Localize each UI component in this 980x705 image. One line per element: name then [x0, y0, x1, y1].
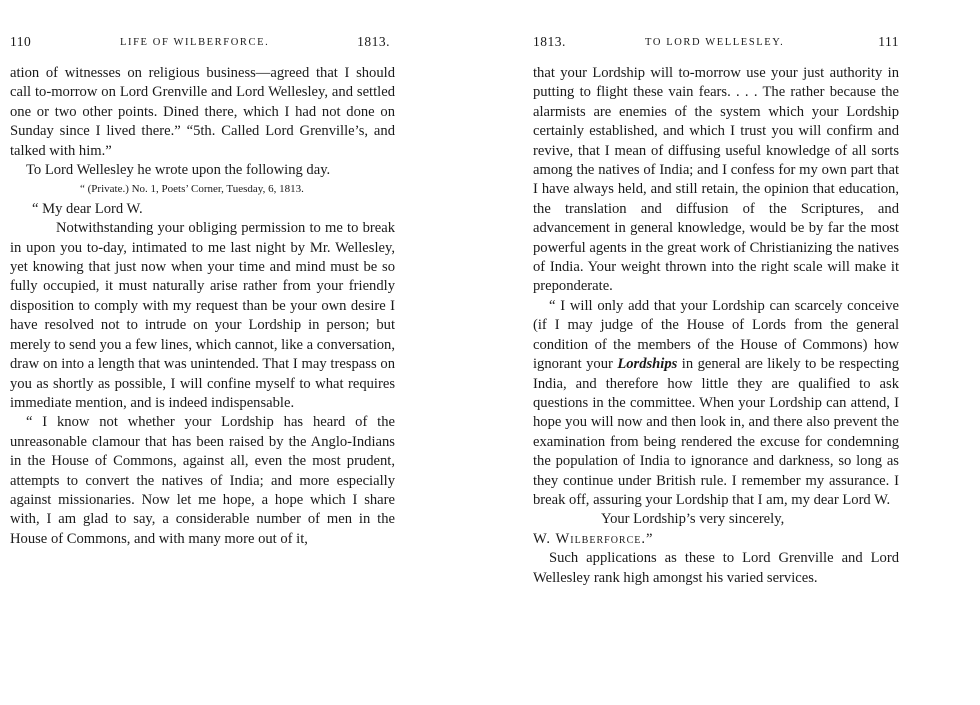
right-page-body — [533, 64, 899, 588]
header-year-right: 1813. — [533, 34, 566, 49]
paragraph: Such applications as these to Lord Grenville and Lord Wellesley rank high amongst his varied services. — [533, 550, 899, 586]
page-number-left: 110 — [10, 34, 32, 49]
letter-signature: W. Wilberforce.” — [533, 530, 654, 547]
paragraph: To Lord Wellesley he wrote upon the following day. — [26, 162, 331, 179]
letter-closing: Your Lordship’s very sincerely, — [601, 511, 785, 528]
paragraph: “ I know not whether your Lordship has heard of the unreasonable clamour that has been raised by the Anglo-Indians in the House of Commons, against all, even the most prudent, attempts to convert the natives of India; and more especially against missionaries. Now let me hope, a hope which I share with, I am glad to say, a considerable number of men in the House of Commons, and with many more out of it, — [10, 414, 395, 547]
running-title-right: TO LORD WELLESLEY. — [645, 37, 785, 48]
paragraph: ation of witnesses on religious business—agreed that I should call to-morrow on Lord Grenville and Lord Wellesley, and settled one or two other points. Dined there, which I had not done on Sunday since I lived there.” “5th. Called Lord Grenville’s, and talked with him.” — [10, 65, 395, 159]
paragraph-text: in general are likely to be respecting India, and therefore how little they are qualified to ask questions in the committee. When your Lordship can attend, I hope you will now and then look in, and there also prevent the examination from being rendered the excuse for condemning the population of India to ignorance and darkness, so long as they continue under British rule. I remember my assurance. I break off, assuring your Lordship that I am, my dear Lord W. — [533, 356, 899, 508]
running-title-left: LIFE OF WILBERFORCE. — [120, 37, 270, 48]
right-page — [490, 0, 980, 705]
paragraph: Notwithstanding your obliging permission to me to break in upon you to-day, intimated to me last night by Mr. Wellesley, yet knowing that just now when your time and mind must be so fully occupied, it must naturally arise rather from your friendly disposition to comply with my request than be your own desire I have resolved not to intrude on your Lordship in person; but merely to send you a few lines, which cannot, like a conversation, draw on into a length that was unintended. That I may trespass on you as shortly as possible, I will confine myself to what requires immediate mention, and is indeed indispensable. — [10, 220, 395, 411]
emphasis-text: Lordships — [617, 356, 678, 373]
left-page-body — [10, 64, 395, 549]
header-year-left: 1813. — [357, 34, 390, 49]
paragraph: that your Lordship will to-morrow use your just authority in putting to flight these vain fears. . . . The rather because the alarmists are enemies of the system which your Lordship certainly established, and which I trust you will confirm and revive, that I mean of diffusing useful knowledge of all sorts among the natives of India; and I confess for my own part that I have always held, and still retain, the opinion that education, the translation and diffusion of the Scriptures, and advancement in general knowledge, would be by far the most powerful agents in the great work of Christianizing the natives of India. Your weight thrown into the right scale will make it preponderate. — [533, 65, 899, 295]
page-number-right: 111 — [878, 34, 899, 49]
paragraph — [533, 297, 899, 510]
paragraph-text: “ I will only add that your Lordship can scarcely conceive (if I may judge of the House of Lords from the general condition of the members of the House of Commons) how ignorant your — [533, 297, 899, 373]
right-page-header — [533, 34, 899, 54]
letter-dateline: “ (Private.) No. 1, Poets’ Corner, Tuesday, 6, 1813. — [80, 183, 304, 196]
letter-salutation: “ My dear Lord W. — [32, 200, 143, 217]
left-page-header — [10, 34, 390, 54]
